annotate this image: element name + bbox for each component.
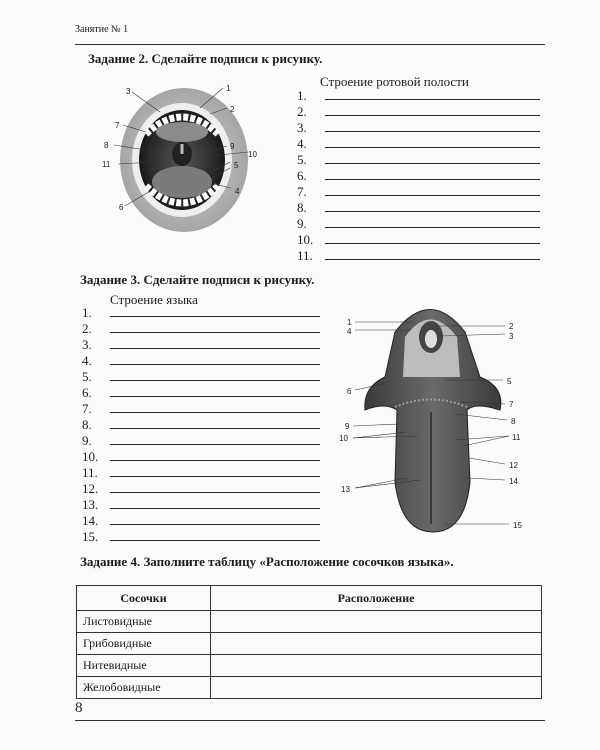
oral-label-7: 7 bbox=[115, 121, 120, 130]
answer-line-item bbox=[297, 167, 540, 183]
answer-blank[interactable] bbox=[110, 492, 320, 493]
answer-blank[interactable] bbox=[325, 131, 540, 132]
answer-line-item bbox=[82, 480, 320, 496]
answer-blank[interactable] bbox=[110, 524, 320, 525]
line-number: 9. bbox=[82, 433, 92, 448]
answer-blank[interactable] bbox=[110, 428, 320, 429]
line-number: 15. bbox=[82, 529, 99, 544]
answer-blank[interactable] bbox=[110, 364, 320, 365]
page-number: 8 bbox=[75, 700, 83, 716]
answer-line-item bbox=[297, 135, 540, 151]
line-number: 1. bbox=[82, 305, 92, 320]
papilla-name: Грибовидные bbox=[77, 633, 211, 655]
oral-cavity-figure bbox=[102, 82, 260, 234]
oral-label-11: 11 bbox=[102, 160, 111, 169]
answer-line-item bbox=[82, 400, 320, 416]
papilla-location-cell[interactable] bbox=[211, 677, 542, 699]
answer-blank[interactable] bbox=[325, 115, 540, 116]
line-number: 5. bbox=[82, 369, 92, 384]
header-divider bbox=[75, 44, 545, 45]
answer-blank[interactable] bbox=[325, 195, 540, 196]
tongue-label-3: 3 bbox=[509, 332, 514, 341]
column-header-location: Расположение bbox=[211, 586, 542, 611]
oral-label-3: 3 bbox=[126, 87, 131, 96]
task2-answer-lines bbox=[297, 87, 540, 263]
tongue-label-11: 11 bbox=[512, 433, 521, 442]
line-number: 7. bbox=[297, 184, 307, 199]
tongue-label-7: 7 bbox=[509, 400, 514, 409]
footer-divider bbox=[75, 720, 545, 721]
answer-blank[interactable] bbox=[110, 348, 320, 349]
line-number: 1. bbox=[297, 88, 307, 103]
papilla-name: Листовидные bbox=[77, 611, 211, 633]
line-number: 8. bbox=[82, 417, 92, 432]
oral-label-10: 10 bbox=[248, 150, 257, 159]
task3-caption: Строение языка bbox=[110, 292, 198, 307]
answer-line-item bbox=[82, 512, 320, 528]
answer-blank[interactable] bbox=[325, 211, 540, 212]
line-number: 2. bbox=[297, 104, 307, 119]
line-number: 6. bbox=[82, 385, 92, 400]
papillae-table bbox=[76, 585, 542, 699]
tongue-label-2: 2 bbox=[509, 322, 514, 331]
answer-line-item bbox=[82, 352, 320, 368]
line-number: 6. bbox=[297, 168, 307, 183]
table-row bbox=[77, 611, 542, 633]
answer-blank[interactable] bbox=[325, 227, 540, 228]
answer-line-item bbox=[82, 304, 320, 320]
tongue-figure bbox=[335, 292, 535, 538]
answer-line-item bbox=[82, 448, 320, 464]
answer-blank[interactable] bbox=[110, 380, 320, 381]
oral-label-6: 6 bbox=[119, 203, 124, 212]
answer-blank[interactable] bbox=[110, 396, 320, 397]
line-number: 9. bbox=[297, 216, 307, 231]
answer-blank[interactable] bbox=[325, 243, 540, 244]
tongue-label-6: 6 bbox=[347, 387, 352, 396]
oral-label-5: 5 bbox=[234, 161, 239, 170]
tongue-label-5: 5 bbox=[507, 377, 512, 386]
oral-label-8: 8 bbox=[104, 141, 109, 150]
line-number: 8. bbox=[297, 200, 307, 215]
laryngeal-inlet bbox=[425, 330, 437, 348]
answer-blank[interactable] bbox=[325, 163, 540, 164]
answer-line-item bbox=[297, 247, 540, 263]
table-row bbox=[77, 677, 542, 699]
task2-caption: Строение ротовой полости bbox=[320, 74, 469, 89]
answer-blank[interactable] bbox=[110, 508, 320, 509]
answer-line-item bbox=[82, 496, 320, 512]
line-number: 3. bbox=[82, 337, 92, 352]
answer-line-item bbox=[82, 384, 320, 400]
answer-line-item bbox=[82, 416, 320, 432]
answer-blank[interactable] bbox=[110, 332, 320, 333]
papilla-location-cell[interactable] bbox=[211, 655, 542, 677]
tongue-label-13: 13 bbox=[341, 485, 350, 494]
answer-blank[interactable] bbox=[325, 99, 540, 100]
papilla-name: Нитевидные bbox=[77, 655, 211, 677]
answer-line-item bbox=[82, 432, 320, 448]
answer-line-item bbox=[82, 464, 320, 480]
line-number: 3. bbox=[297, 120, 307, 135]
papilla-location-cell[interactable] bbox=[211, 633, 542, 655]
answer-line-item bbox=[297, 119, 540, 135]
line-number: 11. bbox=[82, 465, 98, 480]
answer-blank[interactable] bbox=[110, 412, 320, 413]
line-number: 7. bbox=[82, 401, 92, 416]
task4-title: Задание 4. Заполните таблицу «Расположение сосочков языка». bbox=[80, 554, 454, 569]
table-header-row bbox=[77, 586, 542, 611]
answer-line-item bbox=[297, 231, 540, 247]
oral-label-1: 1 bbox=[226, 84, 231, 93]
tongue-label-1: 1 bbox=[347, 318, 352, 327]
tongue-label-12: 12 bbox=[509, 461, 518, 470]
tongue-label-10: 10 bbox=[339, 434, 348, 443]
line-number: 12. bbox=[82, 481, 99, 496]
line-number: 13. bbox=[82, 497, 99, 512]
papilla-name: Желобовидные bbox=[77, 677, 211, 699]
answer-blank[interactable] bbox=[325, 147, 540, 148]
task2-title: Задание 2. Сделайте подписи к рисунку. bbox=[88, 51, 323, 66]
tongue-label-15: 15 bbox=[513, 521, 522, 530]
tongue bbox=[152, 166, 212, 198]
line-number: 4. bbox=[297, 136, 307, 151]
table-row bbox=[77, 633, 542, 655]
line-number: 5. bbox=[297, 152, 307, 167]
tongue-label-9: 9 bbox=[345, 422, 350, 431]
answer-line-item bbox=[82, 368, 320, 384]
answer-line-item bbox=[82, 528, 320, 544]
answer-line-item bbox=[82, 336, 320, 352]
answer-line-item bbox=[297, 199, 540, 215]
answer-line-item bbox=[297, 103, 540, 119]
answer-blank[interactable] bbox=[110, 476, 320, 477]
answer-blank[interactable] bbox=[110, 460, 320, 461]
line-number: 2. bbox=[82, 321, 92, 336]
oral-label-4: 4 bbox=[235, 187, 240, 196]
tongue-label-4: 4 bbox=[347, 327, 352, 336]
table-row bbox=[77, 655, 542, 677]
answer-blank[interactable] bbox=[110, 540, 320, 541]
line-number: 11. bbox=[297, 248, 313, 263]
palate bbox=[156, 122, 208, 142]
answer-line-item bbox=[297, 215, 540, 231]
answer-line-item bbox=[82, 320, 320, 336]
answer-blank[interactable] bbox=[325, 179, 540, 180]
answer-line-item bbox=[297, 183, 540, 199]
task3-title: Задание 3. Сделайте подписи к рисунку. bbox=[80, 272, 315, 287]
line-number: 10. bbox=[82, 449, 99, 464]
line-number: 10. bbox=[297, 232, 314, 247]
task3-answer-lines bbox=[82, 304, 320, 544]
tongue-label-8: 8 bbox=[511, 417, 516, 426]
oral-label-2: 2 bbox=[230, 105, 235, 114]
line-number: 14. bbox=[82, 513, 99, 528]
answer-blank[interactable] bbox=[110, 316, 320, 317]
lesson-header: Занятие № 1 bbox=[75, 24, 129, 35]
tongue-label-13-right: 14 bbox=[509, 477, 518, 486]
answer-blank[interactable] bbox=[110, 444, 320, 445]
oral-label-9: 9 bbox=[230, 142, 235, 151]
column-header-papillae: Сосочки bbox=[77, 586, 211, 611]
answer-line-item bbox=[297, 151, 540, 167]
answer-blank[interactable] bbox=[325, 259, 540, 260]
line-number: 4. bbox=[82, 353, 92, 368]
answer-line-item bbox=[297, 87, 540, 103]
papilla-location-cell[interactable] bbox=[211, 611, 542, 633]
